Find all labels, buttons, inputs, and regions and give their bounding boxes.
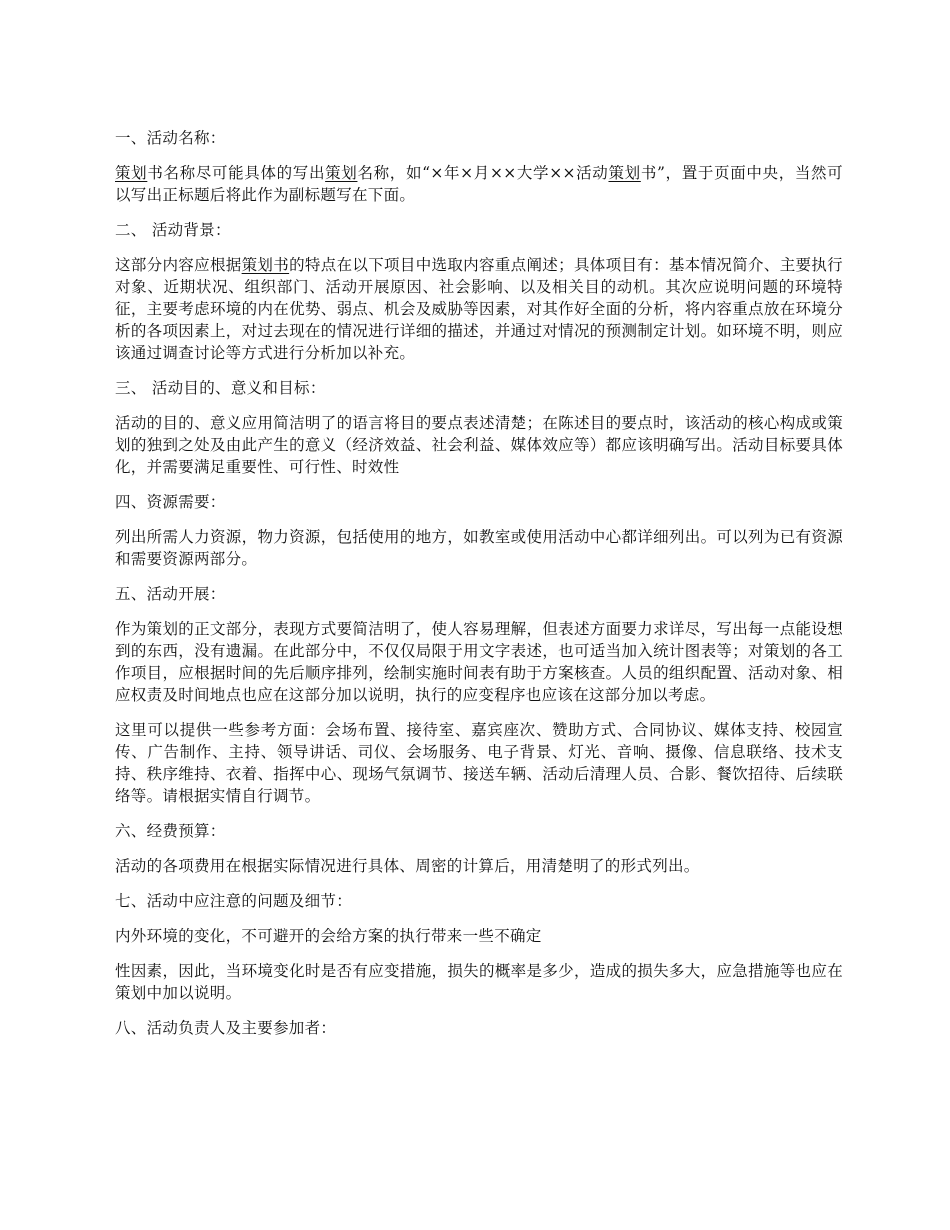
section-heading: 二、 活动背景： xyxy=(115,221,231,239)
underlined-term: 策划 xyxy=(115,164,148,182)
underlined-term: 策划书 xyxy=(241,256,290,274)
section-paragraph xyxy=(115,412,843,478)
paragraph-text: 列出所需人力资源，物力资源，包括使用的地方，如教室或使用活动中心都详细列出。可以列为已有资源和需要资源两部分。 xyxy=(115,528,843,568)
paragraph-text: 书名称尽可能具体的写出 xyxy=(147,164,326,182)
paragraph-text: 活动的各项费用在根据实际情况进行具体、周密的计算后，用清楚明了的形式列出。 xyxy=(115,857,700,875)
paragraph-text: 的特点在以下项目中选取内容重点阐述；具体项目有：基本情况简介、主要执行对象、近期状况、组织部门、活动开展原因、社会影响、以及相关目的动机。其次应说明问题的环境特征，主要考虑环境的内在优势、弱点、机会及威胁等因素，对其作好全面的分析，将内容重点放在环境分析的各项因素上，对过去现在的情况进行详细的描述，并通过对情况的预测制定计划。如环境不明，则应该通过调查讨论等方式进行分析加以补充。 xyxy=(115,256,843,362)
section-heading: 六、经费预算： xyxy=(115,822,226,840)
section-paragraph xyxy=(115,618,843,706)
section-heading: 七、活动中应注意的问题及细节： xyxy=(115,892,353,910)
section-paragraph xyxy=(115,719,843,807)
paragraph-text: 活动的目的、意义应用简洁明了的语言将目的要点表述清楚；在陈述目的要点时，该活动的核心构成或策划的独到之处及由此产生的意义（经济效益、社会利益、媒体效应等）都应该明确写出。活动目标要具体化，并需要满足重要性、可行性、时效性 xyxy=(115,414,843,476)
underlined-term: 策划 xyxy=(325,164,358,182)
section-heading: 三、 活动目的、意义和目标： xyxy=(115,379,326,397)
section-heading: 一、活动名称： xyxy=(115,129,226,147)
section-paragraph xyxy=(115,960,843,1004)
section-paragraph xyxy=(115,254,843,364)
section-paragraph xyxy=(115,855,843,877)
paragraph-text: 书”，置于页面中央，当然可以写出正标题后将此作为副标题写在下面。 xyxy=(115,164,843,204)
paragraph-text: 作为策划的正文部分，表现方式要简洁明了，使人容易理解，但表述方面要力求详尽，写出每一点能设想到的东西，没有遗漏。在此部分中，不仅仅局限于用文字表述，也可适当加入统计图表等；对策划的各工作项目，应根据时间的先后顺序排列，绘制实施时间表有助于方案核查。人员的组织配置、活动对象、相应权责及时间地点也应在这部分加以说明，执行的应变程序也应该在这部分加以考虑。 xyxy=(115,620,843,704)
paragraph-text: 这里可以提供一些参考方面：会场布置、接待室、嘉宾座次、赞助方式、合同协议、媒体支持、校园宣传、广告制作、主持、领导讲话、司仪、会场服务、电子背景、灯光、音响、摄像、信息联络、技术支持、秩序维持、衣着、指挥中心、现场气氛调节、接送车辆、活动后清理人员、合影、餐饮招待、后续联络等。请根据实情自行调节。 xyxy=(115,721,843,805)
underlined-term: 策划 xyxy=(608,164,641,182)
section-paragraph xyxy=(115,526,843,570)
section-heading: 五、活动开展： xyxy=(115,585,226,603)
section-paragraph xyxy=(115,925,843,947)
document-body xyxy=(115,127,843,1052)
paragraph-text: 名称，如“×年×月××大学××活动 xyxy=(357,164,609,182)
paragraph-text: 性因素，因此，当环境变化时是否有应变措施，损失的概率是多少，造成的损失多大，应急措施等也应在策划中加以说明。 xyxy=(115,962,843,1002)
paragraph-text: 这部分内容应根据 xyxy=(115,256,242,274)
section-heading: 八、活动负责人及主要参加者： xyxy=(115,1019,337,1037)
section-paragraph xyxy=(115,162,843,206)
paragraph-text: 内外环境的变化，不可避开的会给方案的执行带来一些不确定 xyxy=(115,927,542,945)
section-heading: 四、资源需要： xyxy=(115,493,226,511)
